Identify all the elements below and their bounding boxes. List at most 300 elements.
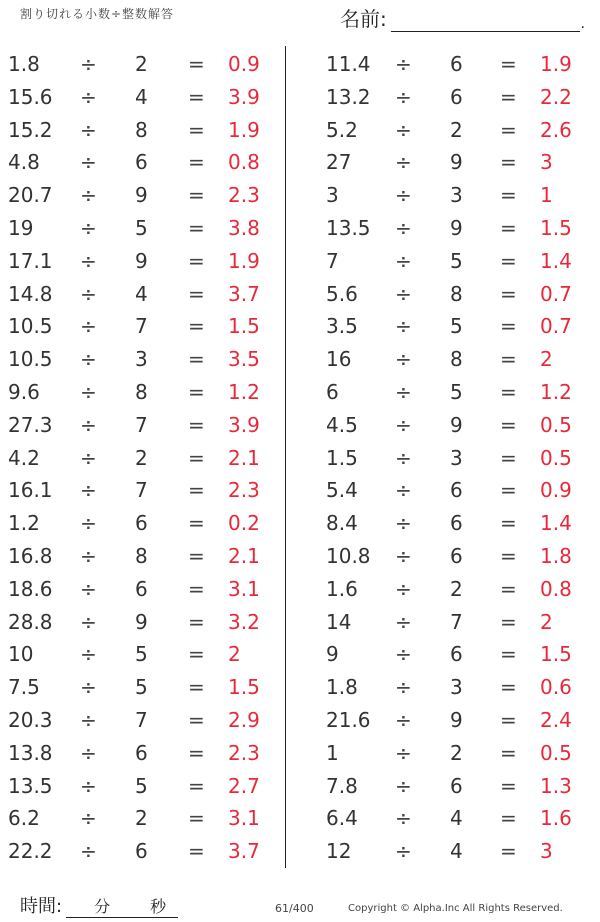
divisor: 3 xyxy=(135,347,148,372)
name-end-mark: . xyxy=(580,16,585,32)
answer: 3.8 xyxy=(228,215,260,240)
answer: 1.9 xyxy=(540,52,572,76)
dividend: 22.2 xyxy=(8,839,53,864)
division-sign: ÷ xyxy=(80,773,97,798)
division-sign: ÷ xyxy=(80,117,97,142)
answer: 0.2 xyxy=(228,511,260,536)
answer: 0.8 xyxy=(228,150,260,175)
equals-sign: = xyxy=(500,773,517,798)
dividend: 7.5 xyxy=(8,675,40,700)
divisor: 3 xyxy=(450,675,463,700)
answer: 3.7 xyxy=(228,839,260,864)
divisor: 6 xyxy=(450,543,463,568)
right-problem-column xyxy=(300,48,590,868)
equals-sign: = xyxy=(500,707,517,732)
dividend: 4.5 xyxy=(326,412,358,437)
division-sign: ÷ xyxy=(80,707,97,732)
divisor: 8 xyxy=(450,281,463,306)
name-label: 名前: xyxy=(340,7,387,31)
dividend: 28.8 xyxy=(8,609,53,634)
division-sign: ÷ xyxy=(395,478,412,503)
equals-sign: = xyxy=(188,543,205,568)
minutes-label: 分 xyxy=(94,897,111,916)
equals-sign: = xyxy=(500,248,517,273)
division-sign: ÷ xyxy=(80,84,97,109)
dividend: 1.6 xyxy=(326,576,358,601)
dividend: 16.1 xyxy=(8,478,53,503)
problem-row xyxy=(0,212,290,245)
answer: 1.9 xyxy=(228,117,260,142)
dividend: 7.8 xyxy=(326,773,358,798)
dividend: 27 xyxy=(326,150,352,175)
dividend: 14.8 xyxy=(8,281,53,306)
equals-sign: = xyxy=(188,478,205,503)
division-sign: ÷ xyxy=(395,281,412,306)
divisor: 2 xyxy=(450,117,463,142)
divisor: 4 xyxy=(450,806,463,831)
divisor: 6 xyxy=(450,478,463,503)
problem-row xyxy=(300,573,590,606)
divisor: 9 xyxy=(135,183,148,208)
equals-sign: = xyxy=(188,215,205,240)
answer: 2.3 xyxy=(228,183,260,208)
division-sign: ÷ xyxy=(80,478,97,503)
dividend: 13.2 xyxy=(326,84,371,109)
division-sign: ÷ xyxy=(395,806,412,831)
answer: 1.2 xyxy=(228,379,260,404)
dividend: 4.8 xyxy=(8,150,40,175)
division-sign: ÷ xyxy=(80,347,97,372)
divisor: 5 xyxy=(135,675,148,700)
answer: 0.5 xyxy=(540,740,572,765)
answer: 2.6 xyxy=(540,117,572,142)
answer: 3.1 xyxy=(228,576,260,601)
answer: 0.7 xyxy=(540,281,572,306)
dividend: 8.4 xyxy=(326,511,358,536)
dividend: 21.6 xyxy=(326,707,371,732)
divisor: 6 xyxy=(450,84,463,109)
dividend: 13.5 xyxy=(8,773,53,798)
dividend: 13.5 xyxy=(326,215,371,240)
answer: 3 xyxy=(540,150,553,175)
answer: 1.6 xyxy=(540,806,572,831)
division-sign: ÷ xyxy=(80,150,97,175)
equals-sign: = xyxy=(500,84,517,109)
division-sign: ÷ xyxy=(80,839,97,864)
equals-sign: = xyxy=(188,183,205,208)
division-sign: ÷ xyxy=(80,576,97,601)
answer: 2 xyxy=(540,347,553,372)
dividend: 10.5 xyxy=(8,347,53,372)
problem-row xyxy=(300,245,590,278)
division-sign: ÷ xyxy=(395,609,412,634)
problem-row xyxy=(300,179,590,212)
answer: 0.9 xyxy=(228,52,260,76)
answer: 1.8 xyxy=(540,543,572,568)
problem-row xyxy=(0,671,290,704)
division-sign: ÷ xyxy=(395,740,412,765)
divisor: 6 xyxy=(135,839,148,864)
division-sign: ÷ xyxy=(395,675,412,700)
division-sign: ÷ xyxy=(80,215,97,240)
dividend: 9.6 xyxy=(8,379,40,404)
divisor: 6 xyxy=(450,642,463,667)
answer: 2.1 xyxy=(228,543,260,568)
division-sign: ÷ xyxy=(80,314,97,339)
answer: 2.3 xyxy=(228,478,260,503)
dividend: 15.6 xyxy=(8,84,53,109)
problem-row xyxy=(300,474,590,507)
division-sign: ÷ xyxy=(395,248,412,273)
equals-sign: = xyxy=(500,740,517,765)
dividend: 19 xyxy=(8,215,34,240)
answer: 3.9 xyxy=(228,84,260,109)
answer: 3.5 xyxy=(228,347,260,372)
dividend: 6.4 xyxy=(326,806,358,831)
problem-row xyxy=(0,376,290,409)
equals-sign: = xyxy=(500,609,517,634)
divisor: 5 xyxy=(450,379,463,404)
answer: 0.5 xyxy=(540,412,572,437)
answer: 3.1 xyxy=(228,806,260,831)
problem-row xyxy=(0,179,290,212)
divisor: 6 xyxy=(450,52,463,76)
equals-sign: = xyxy=(500,576,517,601)
dividend: 20.3 xyxy=(8,707,53,732)
dividend: 17.1 xyxy=(8,248,53,273)
answer: 1.2 xyxy=(540,379,572,404)
dividend: 3 xyxy=(326,183,339,208)
problem-row xyxy=(0,114,290,147)
divisor: 7 xyxy=(450,609,463,634)
problem-row xyxy=(0,704,290,737)
division-sign: ÷ xyxy=(395,543,412,568)
division-sign: ÷ xyxy=(395,576,412,601)
problem-row xyxy=(0,474,290,507)
dividend: 16.8 xyxy=(8,543,53,568)
equals-sign: = xyxy=(500,314,517,339)
answer: 1.5 xyxy=(228,314,260,339)
division-sign: ÷ xyxy=(395,314,412,339)
answer: 0.7 xyxy=(540,314,572,339)
problem-row xyxy=(300,343,590,376)
divisor: 2 xyxy=(135,806,148,831)
divisor: 5 xyxy=(450,314,463,339)
problem-row xyxy=(0,81,290,114)
equals-sign: = xyxy=(188,642,205,667)
divisor: 4 xyxy=(135,84,148,109)
equals-sign: = xyxy=(500,347,517,372)
divisor: 2 xyxy=(450,740,463,765)
equals-sign: = xyxy=(500,806,517,831)
equals-sign: = xyxy=(188,379,205,404)
answer: 2 xyxy=(540,609,553,634)
division-sign: ÷ xyxy=(395,347,412,372)
dividend: 16 xyxy=(326,347,352,372)
problem-row xyxy=(300,638,590,671)
equals-sign: = xyxy=(188,52,205,76)
answer: 1.9 xyxy=(228,248,260,273)
time-label: 時間: xyxy=(20,896,63,917)
equals-sign: = xyxy=(188,117,205,142)
division-sign: ÷ xyxy=(395,84,412,109)
answer: 1.5 xyxy=(540,215,572,240)
problem-row xyxy=(0,606,290,639)
division-sign: ÷ xyxy=(80,642,97,667)
divisor: 6 xyxy=(450,511,463,536)
problem-row xyxy=(0,507,290,540)
column-divider xyxy=(285,46,286,868)
answer: 2.9 xyxy=(228,707,260,732)
division-sign: ÷ xyxy=(80,675,97,700)
equals-sign: = xyxy=(188,740,205,765)
divisor: 6 xyxy=(135,740,148,765)
dividend: 3.5 xyxy=(326,314,358,339)
problem-row xyxy=(300,671,590,704)
divisor: 6 xyxy=(135,150,148,175)
problem-row xyxy=(0,310,290,343)
equals-sign: = xyxy=(188,675,205,700)
problem-row xyxy=(0,146,290,179)
dividend: 1.8 xyxy=(8,52,40,76)
divisor: 9 xyxy=(135,609,148,634)
problem-row xyxy=(300,442,590,475)
problem-row xyxy=(300,507,590,540)
divisor: 4 xyxy=(450,839,463,864)
divisor: 8 xyxy=(135,543,148,568)
answer: 1.3 xyxy=(540,773,572,798)
equals-sign: = xyxy=(188,773,205,798)
answer: 2.3 xyxy=(228,740,260,765)
division-sign: ÷ xyxy=(395,150,412,175)
equals-sign: = xyxy=(500,183,517,208)
dividend: 5.6 xyxy=(326,281,358,306)
equals-sign: = xyxy=(188,609,205,634)
answer: 2 xyxy=(228,642,241,667)
division-sign: ÷ xyxy=(80,412,97,437)
divisor: 5 xyxy=(135,215,148,240)
divisor: 9 xyxy=(450,150,463,175)
division-sign: ÷ xyxy=(395,117,412,142)
equals-sign: = xyxy=(500,117,517,142)
equals-sign: = xyxy=(500,642,517,667)
dividend: 1.5 xyxy=(326,445,358,470)
problem-row xyxy=(300,409,590,442)
division-sign: ÷ xyxy=(395,379,412,404)
equals-sign: = xyxy=(500,511,517,536)
equals-sign: = xyxy=(188,445,205,470)
answer: 0.9 xyxy=(540,478,572,503)
divisor: 9 xyxy=(135,248,148,273)
divisor: 2 xyxy=(135,445,148,470)
problem-row xyxy=(300,704,590,737)
time-underline xyxy=(66,897,178,918)
answer: 1 xyxy=(540,183,553,208)
problem-row xyxy=(0,409,290,442)
problem-row xyxy=(300,146,590,179)
divisor: 5 xyxy=(135,773,148,798)
problem-row xyxy=(300,606,590,639)
problem-row xyxy=(300,114,590,147)
dividend: 5.2 xyxy=(326,117,358,142)
answer: 0.6 xyxy=(540,675,572,700)
equals-sign: = xyxy=(188,281,205,306)
dividend: 9 xyxy=(326,642,339,667)
equals-sign: = xyxy=(500,478,517,503)
problem-row xyxy=(300,278,590,311)
divisor: 2 xyxy=(135,52,148,76)
equals-sign: = xyxy=(500,52,517,76)
equals-sign: = xyxy=(500,543,517,568)
division-sign: ÷ xyxy=(80,281,97,306)
divisor: 7 xyxy=(135,707,148,732)
division-sign: ÷ xyxy=(80,806,97,831)
equals-sign: = xyxy=(500,281,517,306)
answer: 3.9 xyxy=(228,412,260,437)
problem-row xyxy=(300,540,590,573)
equals-sign: = xyxy=(500,839,517,864)
problem-row xyxy=(0,343,290,376)
left-problem-column xyxy=(0,48,290,868)
division-sign: ÷ xyxy=(80,445,97,470)
problem-row xyxy=(0,573,290,606)
dividend: 1.2 xyxy=(8,511,40,536)
divisor: 6 xyxy=(135,511,148,536)
dividend: 4.2 xyxy=(8,445,40,470)
dividend: 12 xyxy=(326,839,352,864)
problem-row xyxy=(300,48,590,81)
problem-row xyxy=(300,802,590,835)
answer: 2.4 xyxy=(540,707,572,732)
divisor: 8 xyxy=(450,347,463,372)
equals-sign: = xyxy=(188,412,205,437)
division-sign: ÷ xyxy=(395,707,412,732)
dividend: 10.5 xyxy=(8,314,53,339)
division-sign: ÷ xyxy=(395,445,412,470)
answer: 1.4 xyxy=(540,511,572,536)
seconds-label: 秒 xyxy=(150,897,167,916)
dividend: 1.8 xyxy=(326,675,358,700)
dividend: 7 xyxy=(326,248,339,273)
problem-row xyxy=(0,638,290,671)
equals-sign: = xyxy=(188,707,205,732)
divisor: 9 xyxy=(450,412,463,437)
dividend: 14 xyxy=(326,609,352,634)
divisor: 7 xyxy=(135,314,148,339)
divisor: 6 xyxy=(450,773,463,798)
problem-row xyxy=(300,770,590,803)
name-field xyxy=(340,4,585,32)
division-sign: ÷ xyxy=(395,839,412,864)
division-sign: ÷ xyxy=(80,609,97,634)
equals-sign: = xyxy=(188,347,205,372)
answer: 0.8 xyxy=(540,576,572,601)
problem-row xyxy=(0,737,290,770)
dividend: 18.6 xyxy=(8,576,53,601)
divisor: 6 xyxy=(135,576,148,601)
divisor: 9 xyxy=(450,707,463,732)
equals-sign: = xyxy=(500,215,517,240)
equals-sign: = xyxy=(188,511,205,536)
dividend: 10.8 xyxy=(326,543,371,568)
divisor: 7 xyxy=(135,412,148,437)
problem-row xyxy=(300,737,590,770)
divisor: 3 xyxy=(450,445,463,470)
problem-row xyxy=(300,81,590,114)
division-sign: ÷ xyxy=(80,248,97,273)
divisor: 7 xyxy=(135,478,148,503)
worksheet-title: 割り切れる小数÷整数解答 xyxy=(20,7,175,21)
problem-row xyxy=(0,770,290,803)
answer: 1.5 xyxy=(228,675,260,700)
name-underline xyxy=(391,9,580,32)
answer: 0.5 xyxy=(540,445,572,470)
dividend: 20.7 xyxy=(8,183,53,208)
equals-sign: = xyxy=(188,150,205,175)
divisor: 4 xyxy=(135,281,148,306)
dividend: 27.3 xyxy=(8,412,53,437)
dividend: 13.8 xyxy=(8,740,53,765)
equals-sign: = xyxy=(188,248,205,273)
page-number: 61/400 xyxy=(275,902,314,915)
divisor: 8 xyxy=(135,379,148,404)
problem-row xyxy=(300,212,590,245)
problem-row xyxy=(0,835,290,868)
answer: 3.2 xyxy=(228,609,260,634)
division-sign: ÷ xyxy=(395,773,412,798)
equals-sign: = xyxy=(188,84,205,109)
divisor: 2 xyxy=(450,576,463,601)
problem-row xyxy=(300,835,590,868)
copyright-notice: Copyright © Alpha.Inc All Rights Reserved. xyxy=(348,903,563,914)
equals-sign: = xyxy=(188,839,205,864)
problem-row xyxy=(300,310,590,343)
equals-sign: = xyxy=(500,412,517,437)
dividend: 6.2 xyxy=(8,806,40,831)
answer: 2.7 xyxy=(228,773,260,798)
equals-sign: = xyxy=(500,150,517,175)
equals-sign: = xyxy=(188,314,205,339)
answer: 2.2 xyxy=(540,84,572,109)
division-sign: ÷ xyxy=(80,740,97,765)
equals-sign: = xyxy=(188,576,205,601)
problem-row xyxy=(0,245,290,278)
dividend: 1 xyxy=(326,740,339,765)
divisor: 8 xyxy=(135,117,148,142)
division-sign: ÷ xyxy=(80,511,97,536)
division-sign: ÷ xyxy=(395,215,412,240)
dividend: 10 xyxy=(8,642,34,667)
divisor: 5 xyxy=(450,248,463,273)
division-sign: ÷ xyxy=(80,52,97,76)
division-sign: ÷ xyxy=(80,543,97,568)
problem-row xyxy=(0,48,290,81)
answer: 2.1 xyxy=(228,445,260,470)
equals-sign: = xyxy=(188,806,205,831)
divisor: 5 xyxy=(135,642,148,667)
time-field xyxy=(20,894,190,918)
equals-sign: = xyxy=(500,445,517,470)
dividend: 15.2 xyxy=(8,117,53,142)
problem-row xyxy=(300,376,590,409)
answer: 1.5 xyxy=(540,642,572,667)
dividend: 6 xyxy=(326,379,339,404)
division-sign: ÷ xyxy=(80,379,97,404)
divisor: 9 xyxy=(450,215,463,240)
equals-sign: = xyxy=(500,675,517,700)
equals-sign: = xyxy=(500,379,517,404)
problem-row xyxy=(0,442,290,475)
